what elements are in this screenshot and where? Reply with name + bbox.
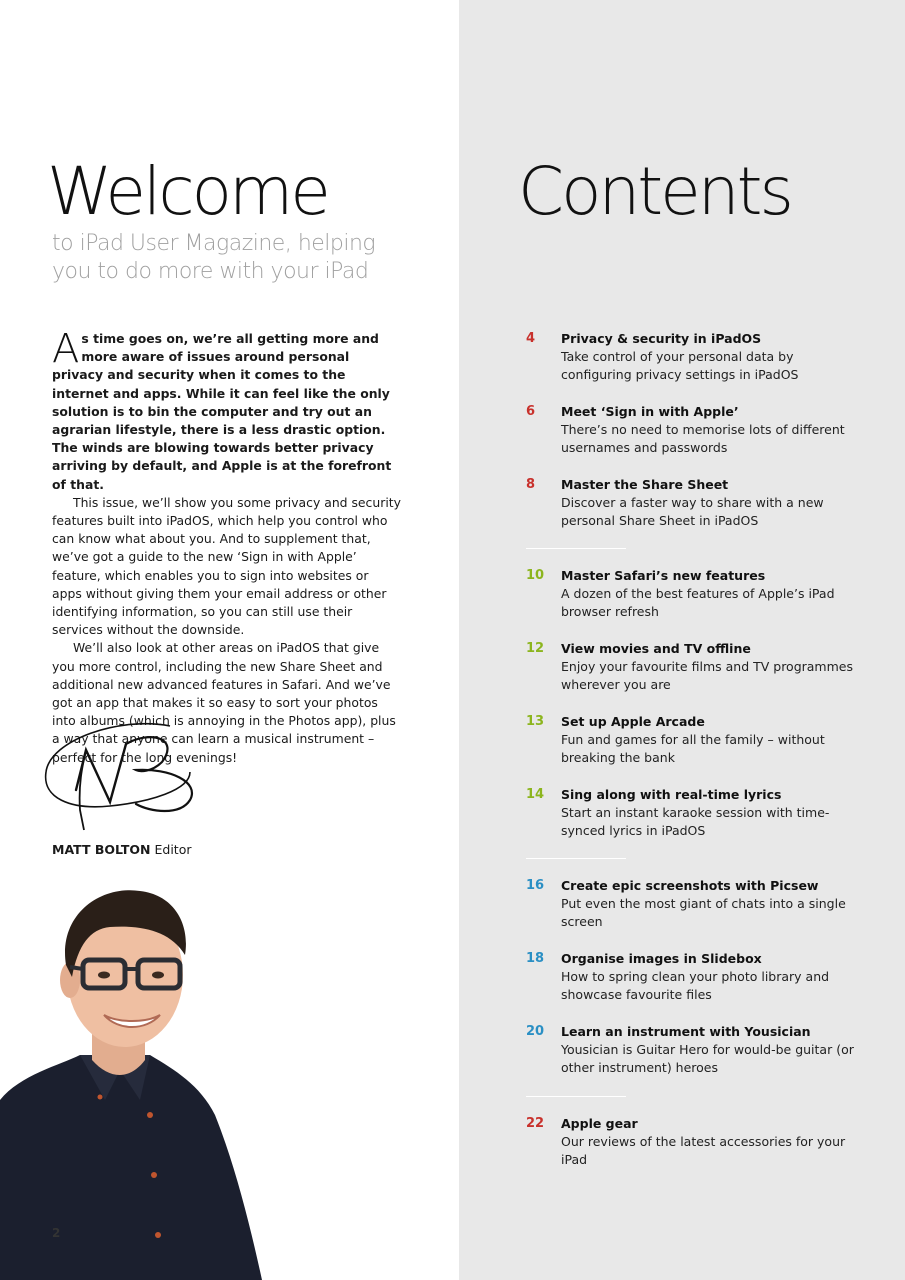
toc-page-number: 13 xyxy=(526,714,545,729)
drop-cap: A xyxy=(52,326,80,372)
editor-name: MATT BOLTON xyxy=(52,842,151,857)
toc-item-title: Organise images in Slidebox xyxy=(561,951,762,966)
toc-item-title: Sing along with real-time lyrics xyxy=(561,787,782,802)
toc-item-title: Learn an instrument with Yousician xyxy=(561,1024,811,1039)
editorial-paragraph-3: We’ll also look at other areas on iPadOS that give you more control, including the new Share Sheet and additional new advanced features in Safari. And we’ve got an app that makes it so easy to sort your photos into albums (which is annoying in the Photos app), plus a way that anyone can learn a musical instrument – perfect for the long evenings! xyxy=(52,640,396,765)
editorial-text xyxy=(52,326,402,767)
page-number: 2 xyxy=(52,1226,61,1240)
toc-item-description: Take control of your personal data by configuring privacy settings in iPadOS xyxy=(561,349,799,383)
toc-item-description: There’s no need to memorise lots of different usernames and passwords xyxy=(561,422,845,456)
toc-page-number: 18 xyxy=(526,951,545,966)
editor-signature xyxy=(40,720,210,838)
toc-item-description: Put even the most giant of chats into a single screen xyxy=(561,896,846,930)
editor-role: Editor xyxy=(154,842,192,857)
toc-page-number: 22 xyxy=(526,1116,545,1131)
toc-page-number: 4 xyxy=(526,331,536,346)
toc-page-number: 8 xyxy=(526,477,536,492)
toc-item-description: Yousician is Guitar Hero for would-be guitar (or other instrument) heroes xyxy=(561,1042,854,1076)
toc-item-description: Enjoy your favourite films and TV programmes wherever you are xyxy=(561,659,853,693)
toc-item-title: Master Safari’s new features xyxy=(561,568,766,583)
editorial-paragraph-2: This issue, we’ll show you some privacy and security features built into iPadOS, which help you control who can know what about you. And to supplement that, we’ve got a guide to the new ‘Sign in with Apple’ feature, which enables you to sign into websites or apps without giving them your email address or other identifying information, so you can still use their services without the downside. xyxy=(52,494,401,638)
welcome-subtitle: to iPad User Magazine, helping you to do more with your iPad xyxy=(52,231,376,284)
toc-item-description: A dozen of the best features of Apple’s iPad browser refresh xyxy=(561,586,835,620)
toc-item-description: Start an instant karaoke session with time-synced lyrics in iPadOS xyxy=(561,805,830,839)
toc-item-title: Apple gear xyxy=(561,1116,638,1131)
section-divider xyxy=(526,858,626,859)
toc-item-title: Master the Share Sheet xyxy=(561,477,729,492)
contents-title: Contents xyxy=(518,153,791,230)
toc-page-number: 14 xyxy=(526,787,545,802)
section-divider xyxy=(526,548,626,549)
toc-item-title: Create epic screenshots with Picsew xyxy=(561,878,819,893)
toc-item-title: View movies and TV offline xyxy=(561,641,751,656)
section-divider xyxy=(526,1096,626,1097)
toc-item-description: Discover a faster way to share with a new personal Share Sheet in iPadOS xyxy=(561,495,824,529)
toc-item-description: Our reviews of the latest accessories for your iPad xyxy=(561,1134,846,1168)
toc-item-title: Privacy & security in iPadOS xyxy=(561,331,762,346)
toc-page-number: 12 xyxy=(526,641,545,656)
toc-page-number: 6 xyxy=(526,404,536,419)
editor-portrait xyxy=(0,885,270,1280)
toc-item-description: How to spring clean your photo library and showcase favourite files xyxy=(561,969,830,1003)
toc-item-description: Fun and games for all the family – without breaking the bank xyxy=(561,732,825,766)
editorial-lead-text: s time goes on, we’re all getting more and more aware of issues around personal privacy and security when it comes to the internet and apps. While it can feel like the only solution is to bin the computer and try out an agrarian lifestyle, there is a less drastic option. The winds are blowing towards better privacy arriving by default, and Apple is at the forefront of that. xyxy=(52,331,392,492)
editor-credit xyxy=(52,842,191,857)
toc-page-number: 16 xyxy=(526,878,545,893)
toc-page-number: 20 xyxy=(526,1024,545,1039)
toc-page-number: 10 xyxy=(526,568,545,583)
welcome-title: Welcome xyxy=(47,153,328,230)
toc-item-title: Set up Apple Arcade xyxy=(561,714,705,729)
toc-item-title: Meet ‘Sign in with Apple’ xyxy=(561,404,739,419)
editorial-lead-paragraph xyxy=(52,326,402,494)
